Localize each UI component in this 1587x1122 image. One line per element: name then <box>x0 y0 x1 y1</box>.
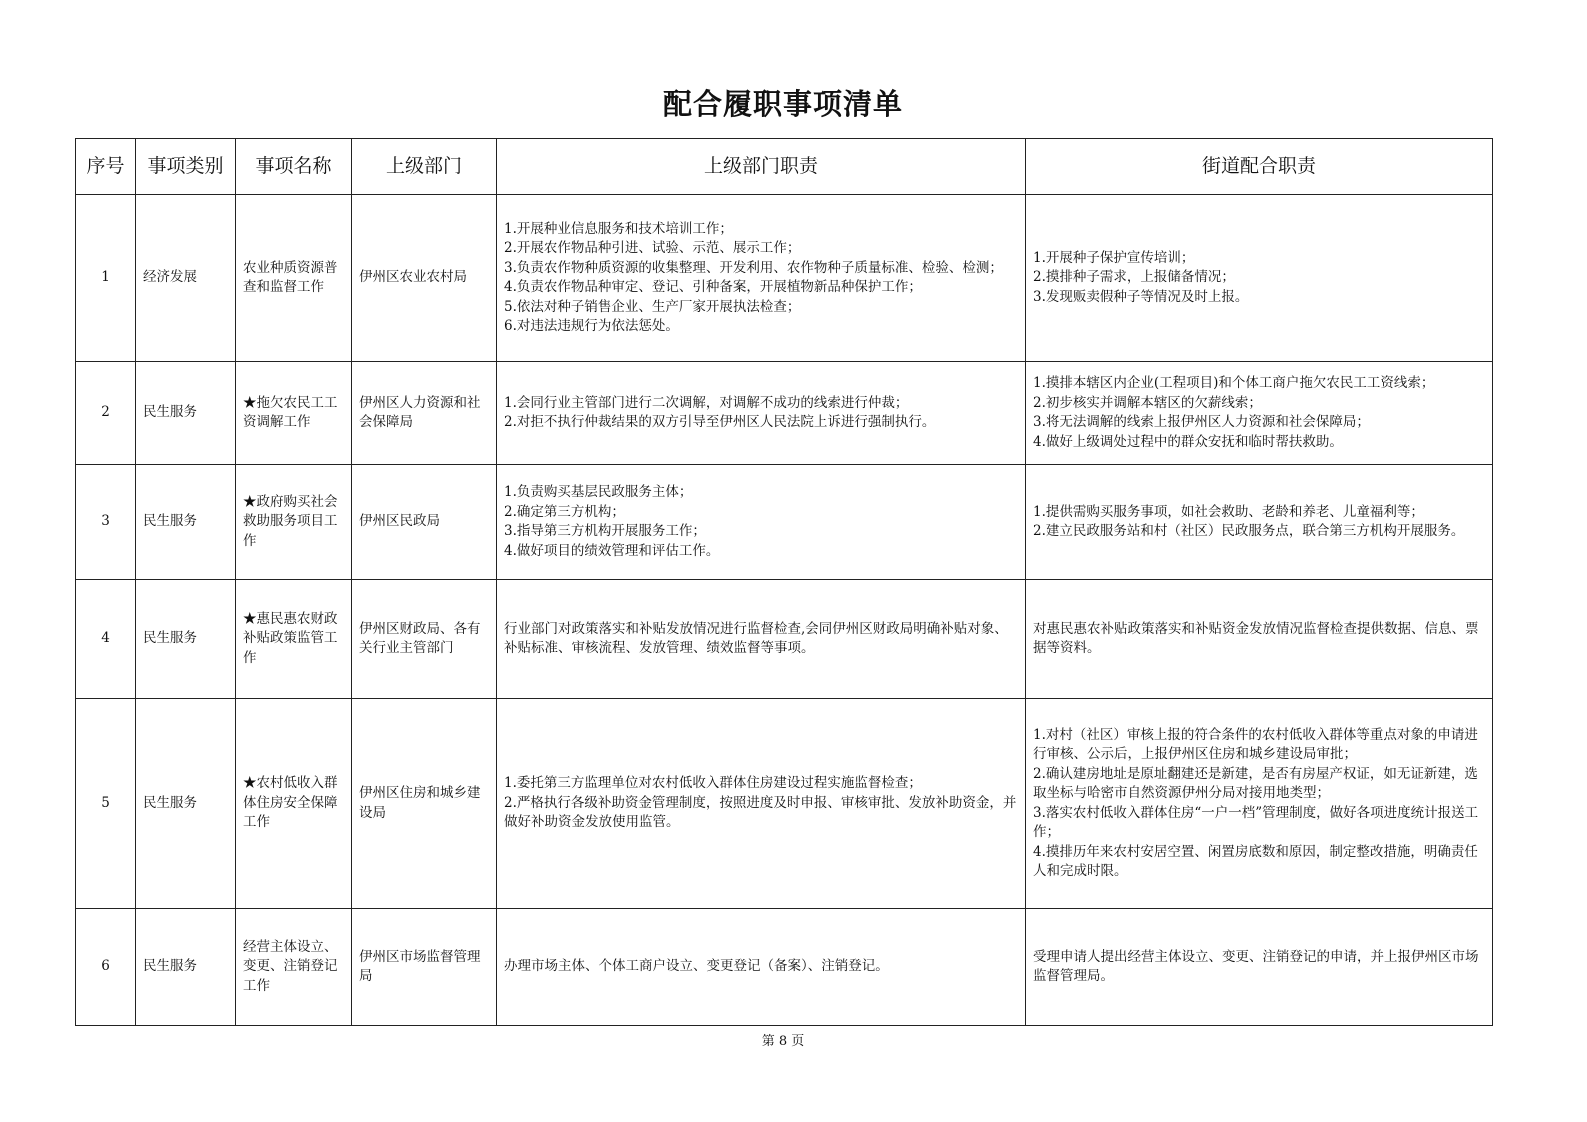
duty-line: 4.负责农作物品种审定、登记、引种备案，开展植物新品种保护工作； <box>504 279 922 295</box>
row-index: 4 <box>76 580 136 699</box>
duty-line: 3.落实农村低收入群体住房“一户一档”管理制度，做好各项进度统计报送工作； <box>1033 804 1479 840</box>
duty-line: 3.将无法调解的线索上报伊州区人力资源和社会保障局； <box>1033 414 1370 430</box>
row-item-name: ★政府购买社会救助服务项目工作 <box>236 465 352 580</box>
row-department-duties <box>497 909 1026 1026</box>
row-department: 伊州区市场监督管理局 <box>352 909 497 1026</box>
duty-line: 2.开展农作物品种引进、试验、示范、展示工作； <box>504 240 801 256</box>
duty-line: 3.发现贩卖假种子等情况及时上报。 <box>1033 288 1249 305</box>
row-department-duties <box>497 580 1026 699</box>
row-street-duties <box>1026 699 1493 909</box>
duty-line: 4.摸排历年来农村安居空置、闲置房底数和原因，制定整改措施，明确责任人和完成时限。 <box>1033 843 1478 879</box>
duty-line: 行业部门对政策落实和补贴发放情况进行监督检查,会同伊州区财政局明确补贴对象、补贴标准、审核流程、发放管理、绩效监督等事项。 <box>504 620 1008 656</box>
duty-line: 2.对拒不执行仲裁结果的双方引导至伊州区人民法院上诉进行强制执行。 <box>504 414 936 430</box>
row-department: 伊州区住房和城乡建设局 <box>352 699 497 909</box>
header-item-name: 事项名称 <box>236 139 352 195</box>
duty-line: 对惠民惠农补贴政策落实和补贴资金发放情况监督检查提供数据、信息、票据等资料。 <box>1033 620 1479 656</box>
duty-line: 2.确认建房地址是原址翻建还是新建，是否有房屋产权证，如无证新建，选取坐标与哈密市自然资源伊州分局对接用地类型； <box>1033 765 1478 801</box>
row-department-duties <box>497 699 1026 909</box>
row-department-duties <box>497 362 1026 465</box>
duty-line: 1.提供需购买服务事项，如社会救助、老龄和养老、儿童福利等； <box>1033 503 1424 520</box>
duty-line: 1.负责购买基层民政服务主体； <box>504 484 693 500</box>
row-item-name: ★农村低收入群体住房安全保障工作 <box>236 699 352 909</box>
row-item-name: 农业种质资源普查和监督工作 <box>236 195 352 362</box>
duty-line: 1.委托第三方监理单位对农村低收入群体住房建设过程实施监督检查； <box>504 775 922 792</box>
row-item-name: ★拖欠农民工工资调解工作 <box>236 362 352 465</box>
row-item-name: ★惠民惠农财政补贴政策监管工作 <box>236 580 352 699</box>
duty-line: 2.初步核实并调解本辖区的欠薪线索； <box>1033 394 1262 411</box>
row-index: 1 <box>76 195 136 362</box>
header-department-duties: 上级部门职责 <box>497 139 1026 195</box>
row-street-duties <box>1026 580 1493 699</box>
duty-line: 1.开展种业信息服务和技术培训工作； <box>504 220 733 237</box>
page-number: 第 8 页 <box>761 1034 805 1049</box>
row-item-name: 经营主体设立、变更、注销登记工作 <box>236 909 352 1026</box>
duty-line: 1.会同行业主管部门进行二次调解，对调解不成功的线索进行仲裁； <box>504 394 909 411</box>
row-index: 5 <box>76 699 136 909</box>
row-category: 民生服务 <box>136 699 236 909</box>
duty-line: 1.对村（社区）审核上报的符合条件的农村低收入群体等重点对象的申请进行审核、公示后，上报伊州区住房和城乡建设局审批； <box>1033 726 1478 762</box>
header-department: 上级部门 <box>352 139 497 195</box>
row-department: 伊州区农业农村局 <box>352 195 497 362</box>
table-row <box>76 699 1493 909</box>
row-index: 3 <box>76 465 136 580</box>
row-category: 经济发展 <box>136 195 236 362</box>
row-index: 2 <box>76 362 136 465</box>
document-title: 配合履职事项清单 <box>662 87 903 121</box>
table-row <box>76 580 1493 699</box>
row-index: 6 <box>76 909 136 1026</box>
duty-line: 2.摸排种子需求，上报储备情况； <box>1033 269 1235 286</box>
duty-line: 3.负责农作物种质资源的收集整理、开发利用、农作物种子质量标准、检验、检测； <box>504 259 1003 276</box>
header-category: 事项类别 <box>136 139 236 195</box>
duty-line: 1.开展种子保护宣传培训； <box>1033 249 1195 266</box>
row-department: 伊州区民政局 <box>352 465 497 580</box>
table-row <box>76 909 1493 1026</box>
row-category: 民生服务 <box>136 465 236 580</box>
row-department-duties <box>497 195 1026 362</box>
header-index: 序号 <box>76 139 136 195</box>
row-department-duties <box>497 465 1026 580</box>
row-category: 民生服务 <box>136 362 236 465</box>
row-category: 民生服务 <box>136 909 236 1026</box>
row-street-duties <box>1026 909 1493 1026</box>
duty-line: 4.做好上级调处过程中的群众安抚和临时帮扶救助。 <box>1033 433 1343 450</box>
table-row <box>76 195 1493 362</box>
duty-line: 2.严格执行各级补助资金管理制度，按照进度及时申报、审核审批、发放补助资金，并做好补助资金发放使用监管。 <box>504 794 1017 831</box>
row-street-duties <box>1026 195 1493 362</box>
header-street-duties: 街道配合职责 <box>1026 139 1493 195</box>
row-street-duties <box>1026 465 1493 580</box>
duty-table <box>75 138 1493 1026</box>
duty-line: 3.指导第三方机构开展服务工作； <box>504 523 706 539</box>
row-category: 民生服务 <box>136 580 236 699</box>
table-row <box>76 362 1493 465</box>
row-department: 伊州区人力资源和社会保障局 <box>352 362 497 465</box>
row-street-duties <box>1026 362 1493 465</box>
table-header-row <box>76 139 1493 195</box>
duty-line: 6.对违法违规行为依法惩处。 <box>504 318 679 334</box>
duty-line: 受理申请人提出经营主体设立、变更、注销登记的申请，并上报伊州区市场监督管理局。 <box>1033 948 1479 984</box>
duty-line: 5.依法对种子销售企业、生产厂家开展执法检查； <box>504 298 801 315</box>
table-row <box>76 465 1493 580</box>
duty-line: 办理市场主体、个体工商户设立、变更登记（备案）、注销登记。 <box>504 958 889 975</box>
duty-line: 4.做好项目的绩效管理和评估工作。 <box>504 542 720 559</box>
duty-line: 1.摸排本辖区内企业(工程项目)和个体工商户拖欠农民工工资线索； <box>1033 375 1435 391</box>
row-department: 伊州区财政局、各有关行业主管部门 <box>352 580 497 699</box>
duty-line: 2.建立民政服务站和村（社区）民政服务点，联合第三方机构开展服务。 <box>1033 523 1465 539</box>
duty-line: 2.确定第三方机构； <box>504 503 625 520</box>
